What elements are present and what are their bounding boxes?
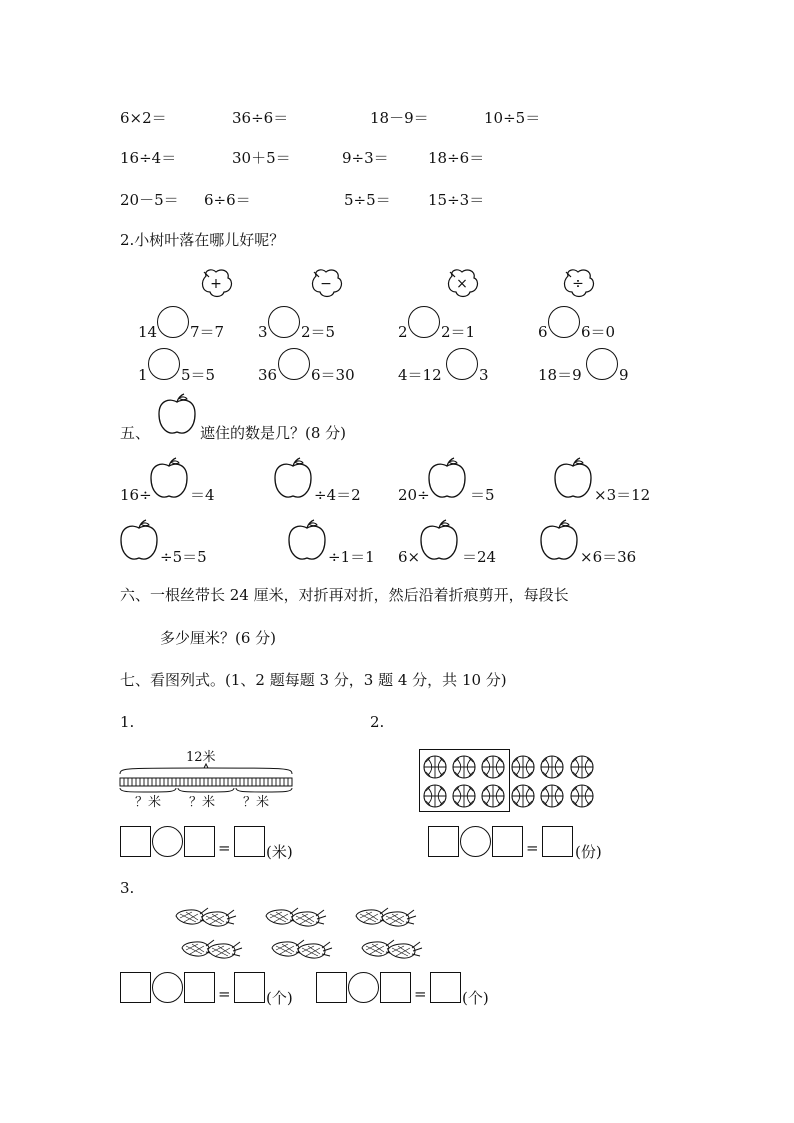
answer-circle[interactable] [268, 306, 300, 338]
expr-part: ×3＝12 [594, 486, 651, 504]
calc-item: 6×2＝ [120, 109, 167, 127]
answer-box[interactable] [184, 826, 215, 857]
expr-part: ÷1＝1 [328, 548, 375, 566]
ribbon-problem-line1: 六、一根丝带长 24 厘米，对折再对折，然后沿着折痕剪开，每段长 [120, 586, 569, 604]
operator-circle[interactable] [460, 826, 491, 857]
basketball-grid-icon [419, 749, 609, 813]
equals-sign: = [218, 839, 231, 857]
section-prefix: 五、 [120, 424, 151, 442]
operator-circle[interactable] [152, 972, 183, 1003]
expr-part: ＝24 [462, 548, 497, 566]
operand: 14 [138, 323, 158, 341]
operand: 6 [538, 323, 548, 341]
leaf-icon [310, 266, 344, 300]
calc-item: 6÷6＝ [204, 191, 251, 209]
operand: 3 [479, 366, 489, 384]
answer-circle[interactable] [586, 348, 618, 380]
operator-circle[interactable] [152, 826, 183, 857]
question-label: 3. [120, 879, 135, 897]
calc-item: 18÷6＝ [428, 149, 485, 167]
apple-icon[interactable] [426, 456, 468, 502]
answer-box[interactable] [120, 826, 151, 857]
expr-part: ＝4 [190, 486, 215, 504]
expr-part: 20÷ [398, 486, 430, 504]
operand: 5＝5 [181, 366, 216, 384]
answer-box[interactable] [316, 972, 347, 1003]
equals-sign: = [218, 985, 231, 1003]
carrot-figure [172, 904, 422, 970]
calc-item: 9÷3＝ [342, 149, 389, 167]
calc-item: 16÷4＝ [120, 149, 177, 167]
expr-part: ÷4＝2 [314, 486, 361, 504]
expr-part: ÷5＝5 [160, 548, 207, 566]
answer-box[interactable] [380, 972, 411, 1003]
answer-circle[interactable] [408, 306, 440, 338]
calc-item: 18－9＝ [370, 109, 429, 127]
leaf-symbol: + [210, 276, 222, 292]
expr-part: ＝5 [470, 486, 495, 504]
answer-box[interactable] [234, 826, 265, 857]
expr-part: ×6＝36 [580, 548, 637, 566]
apple-icon[interactable] [148, 456, 190, 502]
unit-label: (米) [266, 843, 293, 861]
calc-item: 20－5＝ [120, 191, 179, 209]
apple-icon[interactable] [286, 518, 328, 564]
operand: 2＝1 [441, 323, 476, 341]
operator-circle[interactable] [348, 972, 379, 1003]
answer-box[interactable] [428, 826, 459, 857]
unit-label: (个) [266, 989, 293, 1007]
expr-part: 16÷ [120, 486, 152, 504]
answer-box[interactable] [542, 826, 573, 857]
unit-label: (份) [575, 843, 602, 861]
calc-item: 15÷3＝ [428, 191, 485, 209]
section-title-apples: 遮住的数是几？(8 分) [200, 424, 347, 442]
leaf-symbol: × [456, 276, 468, 292]
apple-icon [156, 392, 198, 438]
answer-box[interactable] [234, 972, 265, 1003]
answer-box[interactable] [430, 972, 461, 1003]
calc-item: 30＋5＝ [232, 149, 291, 167]
expr-part: 6× [398, 548, 421, 566]
apple-icon[interactable] [118, 518, 160, 564]
section-title-picture: 七、看图列式。(1、2 题每题 3 分，3 题 4 分，共 10 分) [120, 671, 507, 689]
leaf-icon [446, 266, 480, 300]
leaf-icon [562, 266, 596, 300]
unit-label: (个) [462, 989, 489, 1007]
calc-item: 10÷5＝ [484, 109, 541, 127]
answer-circle[interactable] [278, 348, 310, 380]
operand: 36 [258, 366, 278, 384]
apple-icon[interactable] [418, 518, 460, 564]
ribbon-total-label: 12米 [186, 750, 216, 765]
equals-sign: = [414, 985, 427, 1003]
leaf-symbol: ÷ [572, 276, 584, 292]
answer-box[interactable] [120, 972, 151, 1003]
ribbon-icon [118, 764, 294, 794]
answer-box[interactable] [492, 826, 523, 857]
answer-circle[interactable] [548, 306, 580, 338]
apple-icon[interactable] [272, 456, 314, 502]
equals-sign: = [526, 839, 539, 857]
answer-box[interactable] [184, 972, 215, 1003]
ribbon-problem-line2: 多少厘米？(6 分) [160, 629, 277, 647]
apple-icon[interactable] [538, 518, 580, 564]
answer-circle[interactable] [446, 348, 478, 380]
apple-icon[interactable] [552, 456, 594, 502]
leaf-symbol: − [320, 276, 332, 292]
operand: 7＝7 [190, 323, 225, 341]
operand: 1 [138, 366, 148, 384]
answer-circle[interactable] [157, 306, 189, 338]
operand: 9 [619, 366, 629, 384]
operand: 6＝30 [311, 366, 355, 384]
calc-item: 36÷6＝ [232, 109, 289, 127]
calc-item: 5÷5＝ [344, 191, 391, 209]
leaf-icon [200, 266, 234, 300]
operand: 4＝12 [398, 366, 442, 384]
ribbon-part-label: ？米 [135, 795, 162, 810]
operand: 18＝9 [538, 366, 582, 384]
question-label: 1. [120, 713, 135, 731]
operand: 2 [398, 323, 408, 341]
ribbon-part-label: ？米 [189, 795, 216, 810]
operand: 3 [258, 323, 268, 341]
ribbon-part-label: ？米 [243, 795, 270, 810]
section-title-leaves: 2.小树叶落在哪儿好呢？ [120, 231, 285, 249]
answer-circle[interactable] [148, 348, 180, 380]
operand: 2＝5 [301, 323, 336, 341]
operand: 6＝0 [581, 323, 616, 341]
question-label: 2. [370, 713, 385, 731]
